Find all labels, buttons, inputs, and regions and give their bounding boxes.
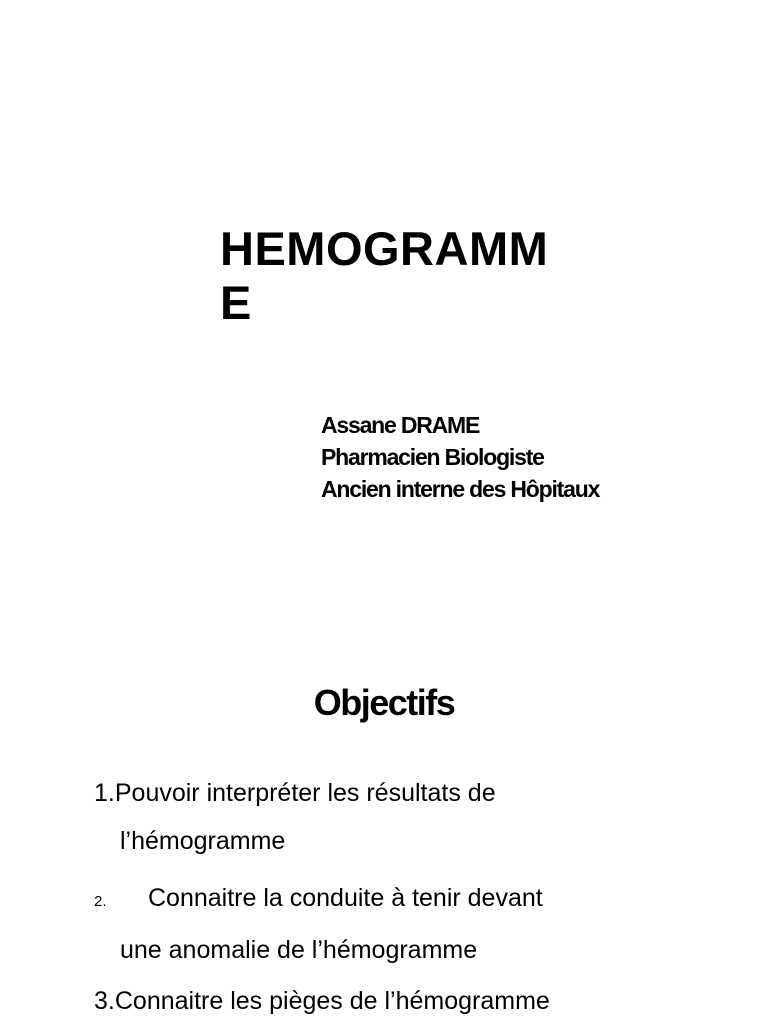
objective-line xyxy=(94,769,496,817)
objective-text: Connaitre les pièges de l’hémogramme xyxy=(114,987,550,1015)
objective-number: 3. xyxy=(94,987,115,1015)
objective-item xyxy=(94,874,543,974)
document-title-line-2: E xyxy=(220,276,252,329)
author-name: Assane DRAME xyxy=(321,412,480,438)
document-title xyxy=(220,222,548,330)
author-role: Pharmacien Biologiste xyxy=(321,444,544,470)
objective-item xyxy=(94,977,550,1025)
objective-line xyxy=(94,977,550,1025)
section-title-objectifs: Objectifs xyxy=(313,682,455,723)
objective-text-continued: une anomalie de l’hémogramme xyxy=(120,936,478,964)
document-title-line-1: HEMOGRAMM xyxy=(220,222,549,275)
objective-line xyxy=(94,874,543,926)
objective-text-continued: l’hémogramme xyxy=(120,827,286,855)
objective-item xyxy=(94,769,496,865)
author-block xyxy=(321,409,599,505)
objective-number: 1. xyxy=(94,779,115,807)
objective-number: 2. xyxy=(94,893,107,910)
objective-text: Pouvoir interpréter les résultats de xyxy=(114,779,496,807)
objective-text: Connaitre la conduite à tenir devant xyxy=(148,884,543,912)
author-affiliation: Ancien interne des Hôpitaux xyxy=(321,476,600,502)
